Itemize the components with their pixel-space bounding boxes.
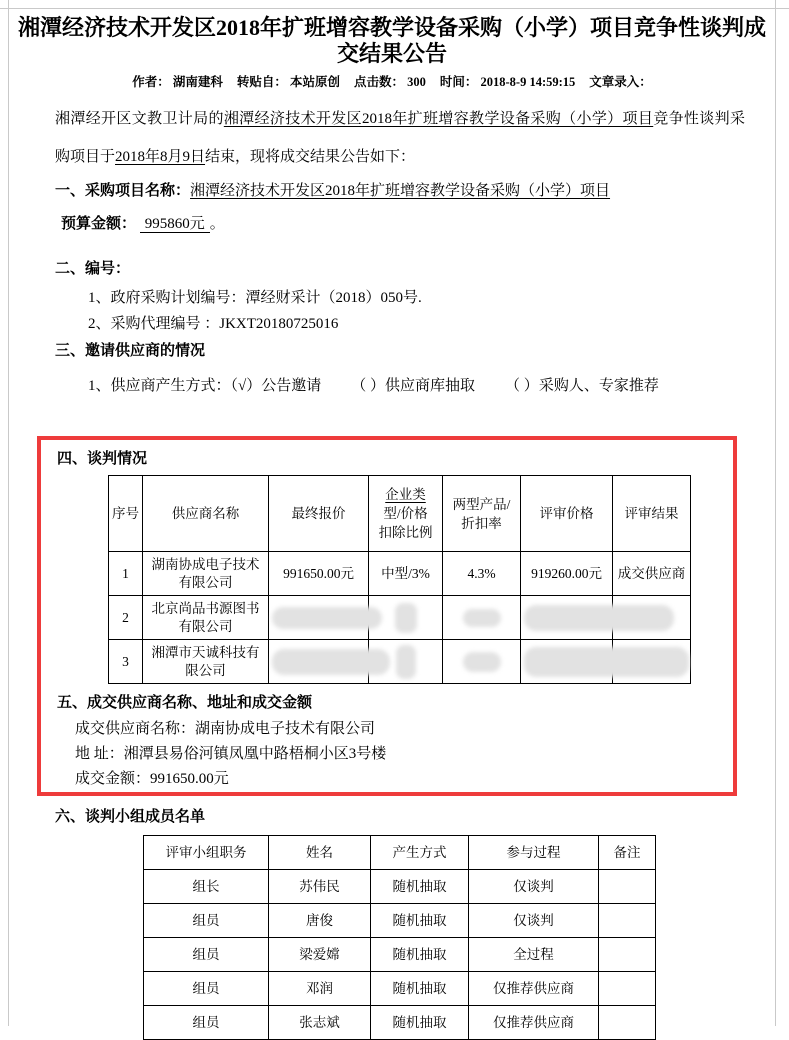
cell-selection-method: 随机抽取 xyxy=(371,904,469,938)
meta-hits: 点击数： 300 xyxy=(353,75,426,89)
table-row xyxy=(144,972,656,1006)
table-row xyxy=(144,870,656,904)
cell-result: 成交供应商 xyxy=(613,552,691,596)
cell-no: 3 xyxy=(109,640,143,684)
cell-remark xyxy=(599,904,656,938)
option-expert-recommend xyxy=(505,378,659,394)
budget-suffix: 。 xyxy=(209,216,225,232)
redacted-value xyxy=(395,603,417,633)
intro-post: 结束，现将成交结果公告如下： xyxy=(205,149,416,165)
document xyxy=(9,9,775,1040)
amount-value: 991650.00元 xyxy=(150,771,229,787)
option1-label: 公告邀请 xyxy=(261,378,322,394)
column-header-role: 评审小组职务 xyxy=(144,836,269,870)
winning-supplier-label: 成交供应商名称： xyxy=(75,721,196,737)
empty-check-2: （ ） xyxy=(505,378,539,394)
cell-review-price xyxy=(521,596,613,640)
table-row xyxy=(144,1006,656,1040)
cell-discount xyxy=(443,640,521,684)
cell-no: 1 xyxy=(109,552,143,596)
column-header-enterprise-type xyxy=(369,476,443,552)
meta-editor: 文章录入： xyxy=(589,75,652,89)
cell-review-price xyxy=(521,640,613,684)
intro-mid: 竞争性谈判采购项目于 xyxy=(55,111,745,165)
column-header-no: 序号 xyxy=(109,476,143,552)
cell-remark xyxy=(599,1006,656,1040)
redacted-value xyxy=(524,647,689,677)
intro-project-name: 湘潭经济技术开发区2018年扩班增容教学设备采购（小学）项目 xyxy=(223,111,654,127)
section2-item2: 2、采购代理编号 ：JKXT20180725016 xyxy=(88,316,339,332)
section4-heading: 四、谈判情况 xyxy=(57,451,148,467)
option-supplier-pool xyxy=(351,378,475,394)
section1-heading-label: 一、采购项目名称： xyxy=(55,183,191,199)
table-row xyxy=(109,552,691,596)
cell-remark xyxy=(599,870,656,904)
option-announcement-invite xyxy=(231,378,322,394)
cell-participation: 全过程 xyxy=(469,938,599,972)
cell-participation: 仅谈判 xyxy=(469,904,599,938)
section1-heading xyxy=(55,182,775,201)
intro-date: 2018年8月9日 xyxy=(115,149,206,165)
cell-supplier: 湘潭市天诚科技有限公司 xyxy=(143,640,269,684)
column-header-discount: 两型产品/折扣率 xyxy=(443,476,521,552)
column-header-selection-method: 产生方式 xyxy=(371,836,469,870)
page-title: 湘潭经济技术开发区2018年扩班增容教学设备采购（小学）项目竞争性谈判成交结果公告 xyxy=(17,15,766,66)
column-header-remark: 备注 xyxy=(599,836,656,870)
cell-supplier: 湖南协成电子技术有限公司 xyxy=(143,552,269,596)
winning-supplier-line xyxy=(75,721,733,738)
option3-label: 采购人、专家推荐 xyxy=(538,378,659,394)
cell-enterprise-type: 中型/3% xyxy=(369,552,443,596)
column-header-participation: 参与过程 xyxy=(469,836,599,870)
cell-participation: 仅推荐供应商 xyxy=(469,972,599,1006)
budget-label: 预算金额： xyxy=(61,216,137,232)
cell-name: 邓润 xyxy=(269,972,371,1006)
redacted-value xyxy=(272,649,390,675)
column-header-supplier: 供应商名称 xyxy=(143,476,269,552)
cell-selection-method: 随机抽取 xyxy=(371,972,469,1006)
cell-review-price: 919260.00元 xyxy=(521,552,613,596)
amount-label: 成交金额： xyxy=(75,771,151,787)
table-row xyxy=(109,596,691,640)
intro-pre: 湘潭经开区文教卫计局的 xyxy=(55,111,224,127)
enterprise-type-line1: 企业类 xyxy=(385,487,426,502)
cell-final-price xyxy=(269,596,369,640)
cell-final-price xyxy=(269,640,369,684)
table-row xyxy=(144,938,656,972)
column-header-result: 评审结果 xyxy=(613,476,691,552)
cell-name: 唐俊 xyxy=(269,904,371,938)
table-row xyxy=(144,904,656,938)
cell-role: 组员 xyxy=(144,904,269,938)
cell-name: 梁爱嫦 xyxy=(269,938,371,972)
members-table-header-row xyxy=(144,836,656,870)
table-row xyxy=(109,640,691,684)
column-header-name: 姓名 xyxy=(269,836,371,870)
meta-author: 作者： 湖南建科 xyxy=(132,75,223,89)
redacted-value xyxy=(463,652,501,672)
cell-selection-method: 随机抽取 xyxy=(371,1006,469,1040)
column-header-final-price: 最终报价 xyxy=(269,476,369,552)
meta-time: 时间： 2018-8-9 14:59:15 xyxy=(439,75,576,89)
cell-name: 苏伟民 xyxy=(269,870,371,904)
address-value: 湘潭县易俗河镇凤凰中路梧桐小区3号楼 xyxy=(123,746,387,762)
section2-item1: 1、政府采购计划编号：潭经财采计（2018）050号. xyxy=(88,290,422,306)
section3-heading: 三、邀请供应商的情况 xyxy=(55,343,206,359)
section6-heading: 六、谈判小组成员名单 xyxy=(55,809,206,825)
cell-role: 组员 xyxy=(144,972,269,1006)
cell-remark xyxy=(599,972,656,1006)
cell-selection-method: 随机抽取 xyxy=(371,938,469,972)
section2-heading: 二、编号： xyxy=(55,261,131,277)
cell-discount xyxy=(443,596,521,640)
redacted-value xyxy=(272,607,382,629)
negotiation-table-header-row xyxy=(109,476,691,552)
enterprise-type-line3: 扣除比例 xyxy=(378,525,433,540)
cell-participation: 仅谈判 xyxy=(469,870,599,904)
highlighted-region xyxy=(37,436,737,796)
cell-final-price: 991650.00元 xyxy=(269,552,369,596)
cell-remark xyxy=(599,938,656,972)
cell-name: 张志斌 xyxy=(269,1006,371,1040)
address-label: 地 址： xyxy=(75,746,124,762)
empty-check-1: （ ） xyxy=(351,378,386,394)
cell-supplier: 北京尚品书源图书有限公司 xyxy=(143,596,269,640)
redacted-value xyxy=(463,609,501,627)
budget-value: 995860元 xyxy=(140,216,210,233)
column-header-review-price: 评审价格 xyxy=(521,476,613,552)
enterprise-type-line2: 型/价格 xyxy=(383,506,428,521)
cell-discount: 4.3% xyxy=(443,552,521,596)
option2-label: 供应商库抽取 xyxy=(385,378,476,394)
supplier-method-line xyxy=(88,377,775,396)
redacted-value xyxy=(396,645,416,679)
cell-role: 组员 xyxy=(144,1006,269,1040)
page-frame-right-line xyxy=(775,0,776,1026)
section1-project-name: 湘潭经济技术开发区2018年扩班增容教学设备采购（小学）项目 xyxy=(190,183,611,199)
intro-paragraph xyxy=(55,100,745,176)
cell-role: 组长 xyxy=(144,870,269,904)
cell-selection-method: 随机抽取 xyxy=(371,870,469,904)
address-line xyxy=(75,746,733,763)
cell-role: 组员 xyxy=(144,938,269,972)
section5-heading: 五、成交供应商名称、地址和成交金额 xyxy=(57,695,313,711)
budget-line xyxy=(61,215,775,234)
panel-members-table xyxy=(143,835,656,1040)
cell-no: 2 xyxy=(109,596,143,640)
checkmark: （√） xyxy=(230,378,262,394)
meta-source: 转贴自： 本站原创 xyxy=(236,75,340,89)
negotiation-table xyxy=(108,475,691,684)
winning-supplier-value: 湖南协成电子技术有限公司 xyxy=(195,721,376,737)
redacted-value xyxy=(524,605,674,631)
supplier-method-prefix: 1、供应商产生方式： xyxy=(88,378,231,394)
amount-line xyxy=(75,771,733,788)
article-meta xyxy=(9,72,775,90)
cell-participation: 仅推荐供应商 xyxy=(469,1006,599,1040)
